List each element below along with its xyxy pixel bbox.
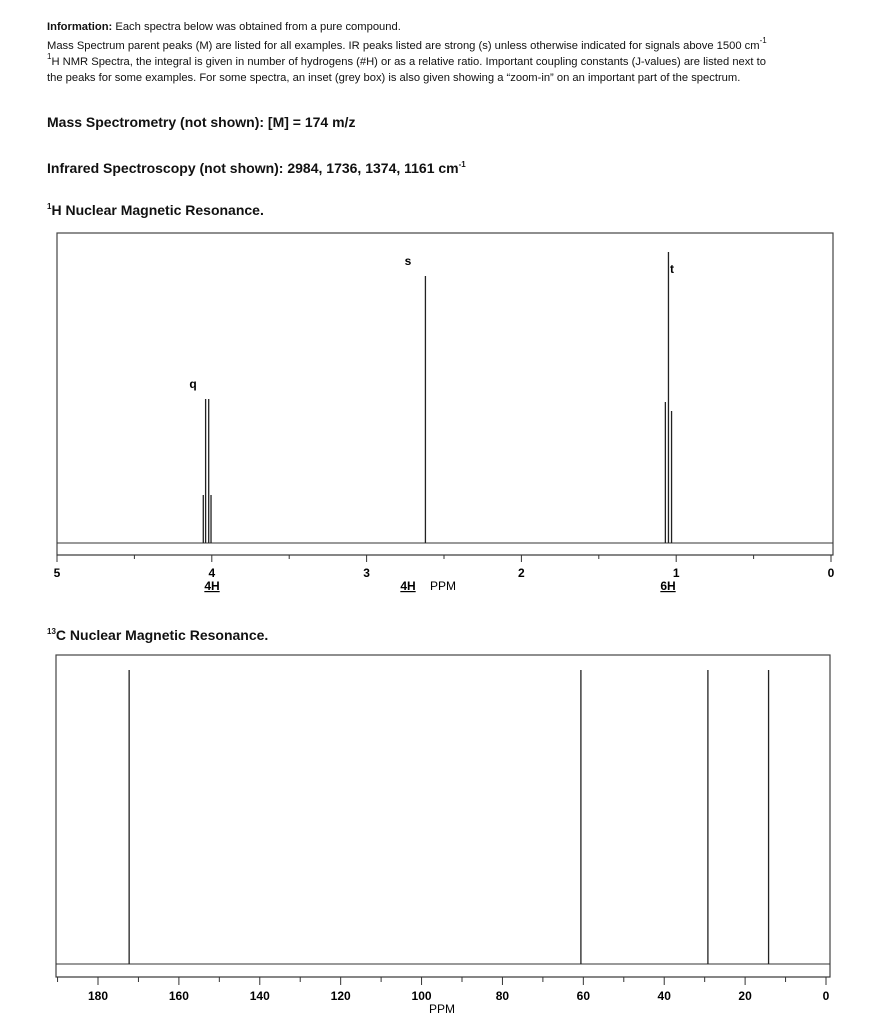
mass-spec-heading	[47, 114, 355, 130]
h-integral-2: 4H	[400, 579, 416, 593]
h-tick-label: 2	[518, 566, 525, 580]
h-mult-s: s	[404, 254, 412, 268]
info-line-4	[47, 71, 740, 87]
c-tick-label: 20	[738, 989, 752, 1003]
info-text-1: Each spectra below was obtained from a pure compound.	[115, 21, 401, 33]
h-tick-label: 4	[208, 566, 216, 580]
h-mult-t: t	[670, 262, 674, 276]
c-tick-label: 0	[822, 989, 830, 1003]
c-nmr-heading	[47, 627, 268, 643]
c-nmr-spectrum	[0, 650, 878, 1020]
ir-unit-sup: -1	[458, 160, 466, 169]
mass-spec-value: [M] = 174 m/z	[267, 114, 356, 130]
h-tick-label: 5	[53, 566, 61, 580]
h-nmr-frame	[57, 233, 833, 555]
c-tick-label: 80	[495, 989, 510, 1003]
h-nmr-heading	[47, 202, 264, 218]
h-nmr-sup: 1	[47, 202, 52, 211]
ir-value: 2984, 1736, 1374, 1161 cm	[287, 160, 459, 176]
ir-label: Infrared Spectroscopy (not shown):	[47, 160, 284, 176]
h-mult-q: q	[189, 377, 197, 391]
c-tick-label: 140	[249, 989, 270, 1003]
info-line-3	[47, 52, 766, 71]
c-tick-label: 60	[576, 989, 591, 1003]
h-xlabel: PPM	[430, 579, 457, 593]
c-xlabel: PPM	[428, 1002, 456, 1016]
c-tick-label: 180	[87, 989, 109, 1003]
c-tick-label: 100	[411, 989, 432, 1003]
h-tick-label: 0	[827, 566, 835, 580]
info-text-3-sup: 1	[47, 52, 52, 61]
mass-spec-label: Mass Spectrometry (not shown):	[47, 114, 265, 130]
h-nmr-label: H Nuclear Magnetic Resonance.	[51, 202, 264, 218]
ir-heading	[47, 160, 466, 176]
info-text-3: H NMR Spectra, the integral is given in number of hydrogens (#H) or as a relative ratio. Important coupling constants (J-values) are listed next to	[51, 56, 766, 68]
info-text-2: Mass Spectrum parent peaks (M) are listed for all examples. IR peaks listed are strong (s) unless otherwise indicated for signals above 1500 cm	[47, 40, 760, 52]
c-nmr-sup: 13	[47, 627, 56, 636]
c-nmr-label: C Nuclear Magnetic Resonance.	[55, 627, 269, 643]
info-label: Information:	[47, 21, 113, 33]
c-tick-label: 120	[330, 989, 351, 1003]
info-line-2	[47, 36, 767, 55]
h-tick-label: 1	[672, 566, 680, 580]
info-text-2-sup: -1	[759, 36, 767, 45]
h-integral-3: 6H	[660, 579, 676, 593]
info-text-4: the peaks for some examples. For some spectra, an inset (grey box) is also given showing a “zoom-in” on an important part of the spectrum.	[47, 72, 741, 84]
h-tick-label: 3	[363, 566, 370, 580]
h-integral-1: 4H	[204, 579, 220, 593]
c-tick-label: 40	[657, 989, 671, 1003]
info-line-1	[47, 20, 401, 36]
h-nmr-spectrum	[0, 225, 878, 605]
c-tick-label: 160	[168, 989, 189, 1003]
c-nmr-frame	[56, 655, 830, 977]
